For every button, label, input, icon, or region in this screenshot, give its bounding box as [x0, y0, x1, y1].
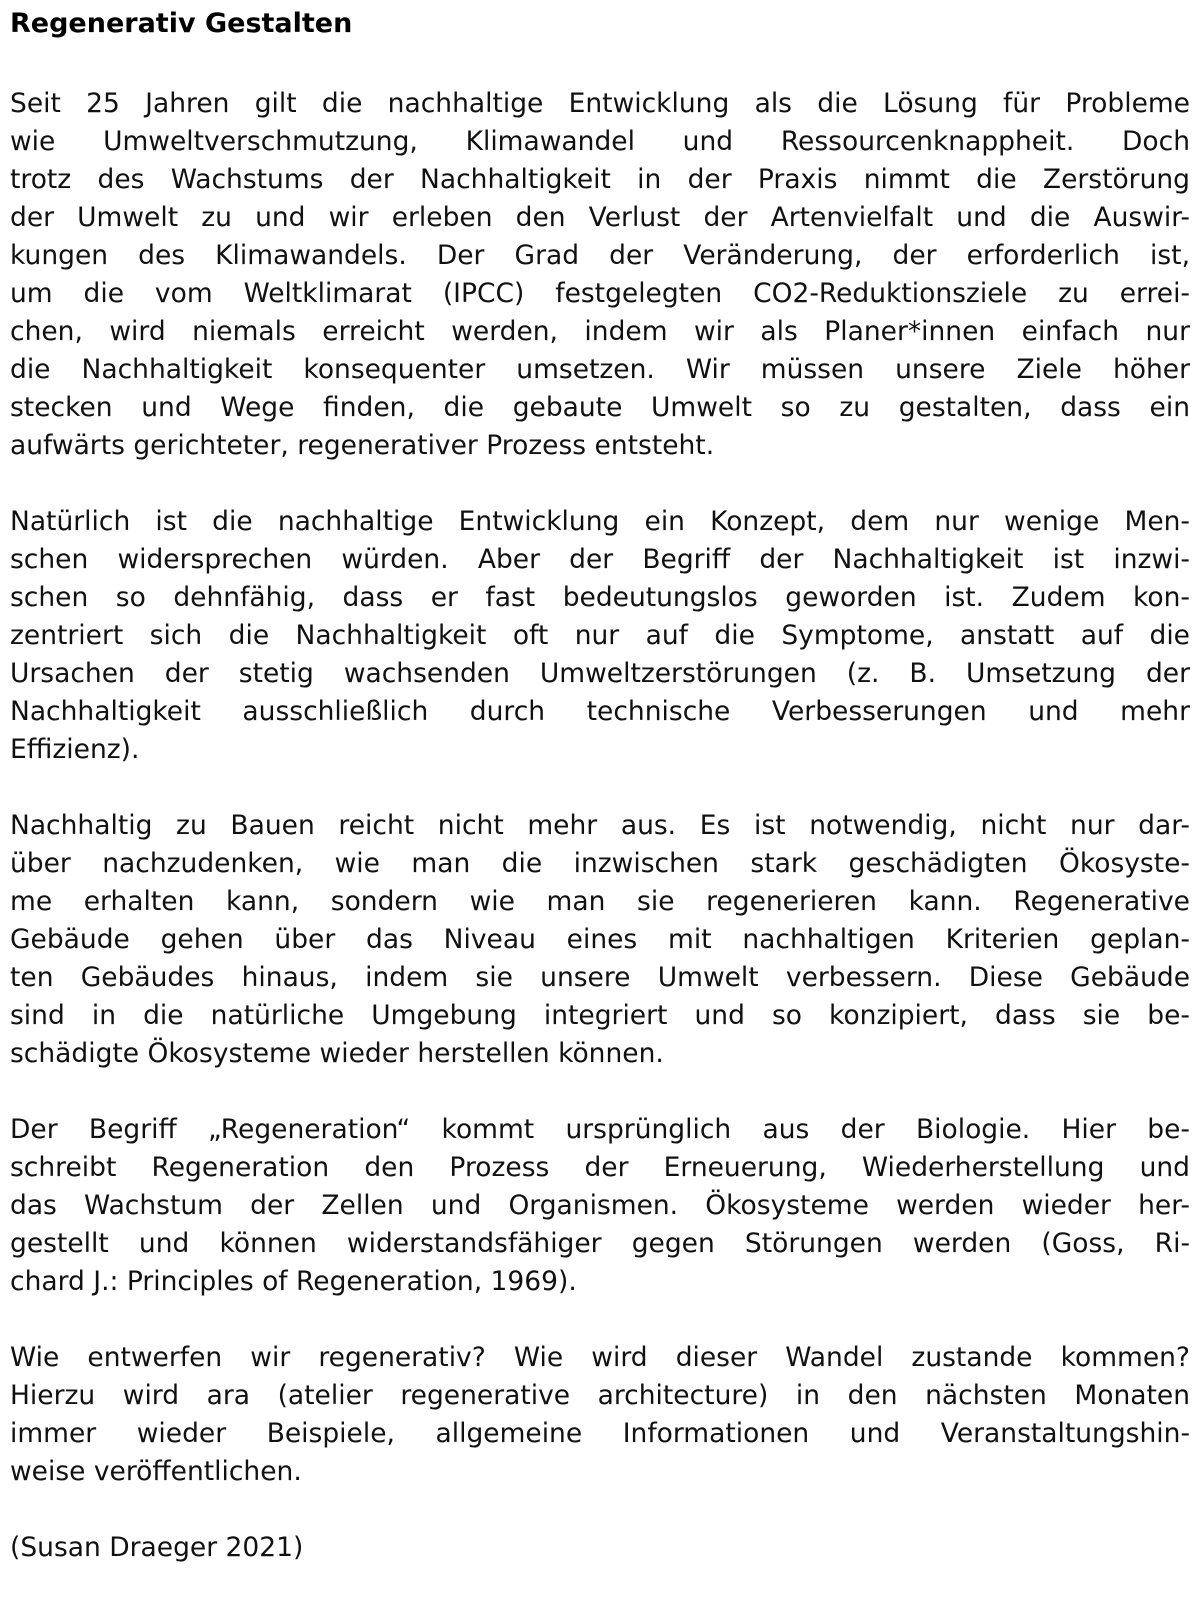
text-line: aufwärts gerichteter, regenerativer Prozess entsteht.: [10, 430, 715, 461]
text-line: stecken und Wege finden, die gebaute Umwelt so zu gestalten, dass ein: [10, 392, 1190, 423]
text-line: schädigte Ökosysteme wieder herstellen können.: [10, 1038, 664, 1069]
text-line: Natürlich ist die nachhaltige Entwicklung ein Konzept, dem nur wenige Men-: [10, 506, 1190, 537]
text-line: um die vom Weltklimarat (IPCC) festgelegten CO2-Reduktionsziele zu errei-: [10, 278, 1190, 309]
text-line: Der Begriff „Regeneration“ kommt ursprünglich aus der Biologie. Hier be-: [10, 1114, 1190, 1145]
text-line: Ursachen der stetig wachsenden Umweltzerstörungen (z. B. Umsetzung der: [10, 658, 1190, 689]
text-line: der Umwelt zu und wir erleben den Verlust der Artenvielfalt und die Auswir-: [10, 202, 1190, 233]
text-line: sind in die natürliche Umgebung integriert und so konzipiert, dass sie be-: [10, 1000, 1190, 1031]
text-line: Nachhaltigkeit ausschließlich durch technische Verbesserungen und mehr: [10, 696, 1190, 727]
text-line: schen widersprechen würden. Aber der Begriff der Nachhaltigkeit ist inzwi-: [10, 544, 1190, 575]
text-line: schreibt Regeneration den Prozess der Erneuerung, Wiederherstellung und: [10, 1152, 1190, 1183]
article-title: Regenerativ Gestalten: [10, 8, 353, 39]
text-line: chen, wird niemals erreicht werden, indem wir als Planer*innen einfach nur: [10, 316, 1190, 347]
text-line: über nachzudenken, wie man die inzwischen stark geschädigten Ökosyste-: [10, 848, 1190, 879]
text-line: Effizienz).: [10, 734, 140, 765]
text-line: me erhalten kann, sondern wie man sie regenerieren kann. Regenerative: [10, 886, 1190, 917]
text-line: immer wieder Beispiele, allgemeine Informationen und Veranstaltungshin-: [10, 1418, 1190, 1449]
author-signature: (Susan Draeger 2021): [10, 1532, 304, 1563]
article: [10, 0, 1190, 1567]
text-line: gestellt und können widerstandsfähiger gegen Störungen werden (Goss, Ri-: [10, 1228, 1190, 1259]
text-line: zentriert sich die Nachhaltigkeit oft nur auf die Symptome, anstatt auf die: [10, 620, 1190, 651]
text-line: kungen des Klimawandels. Der Grad der Veränderung, der erforderlich ist,: [10, 240, 1190, 271]
text-line: das Wachstum der Zellen und Organismen. Ökosysteme werden wieder her-: [10, 1190, 1190, 1221]
text-line: trotz des Wachstums der Nachhaltigkeit in der Praxis nimmt die Zerstörung: [10, 164, 1190, 195]
text-line: Nachhaltig zu Bauen reicht nicht mehr aus. Es ist notwendig, nicht nur dar-: [10, 810, 1190, 841]
text-line: wie Umweltverschmutzung, Klimawandel und Ressourcenknappheit. Doch: [10, 126, 1190, 157]
text-line: Seit 25 Jahren gilt die nachhaltige Entwicklung als die Lösung für Probleme: [10, 88, 1190, 119]
paragraph-5: [10, 1339, 1190, 1491]
paragraph-2: [10, 503, 1190, 769]
paragraph-4: [10, 1111, 1190, 1301]
text-line: chard J.: Principles of Regeneration, 1969).: [10, 1266, 577, 1297]
text-line: die Nachhaltigkeit konsequenter umsetzen. Wir müssen unsere Ziele höher: [10, 354, 1190, 385]
text-line: ten Gebäudes hinaus, indem sie unsere Umwelt verbessern. Diese Gebäude: [10, 962, 1190, 993]
text-line: weise veröffentlichen.: [10, 1456, 302, 1487]
text-line: Wie entwerfen wir regenerativ? Wie wird dieser Wandel zustande kommen?: [10, 1342, 1190, 1373]
paragraph-1: [10, 85, 1190, 465]
text-line: schen so dehnfähig, dass er fast bedeutungslos geworden ist. Zudem kon-: [10, 582, 1190, 613]
text-line: Gebäude gehen über das Niveau eines mit nachhaltigen Kriterien geplan-: [10, 924, 1190, 955]
paragraph-3: [10, 807, 1190, 1073]
text-line: Hierzu wird ara (atelier regenerative architecture) in den nächsten Monaten: [10, 1380, 1190, 1411]
